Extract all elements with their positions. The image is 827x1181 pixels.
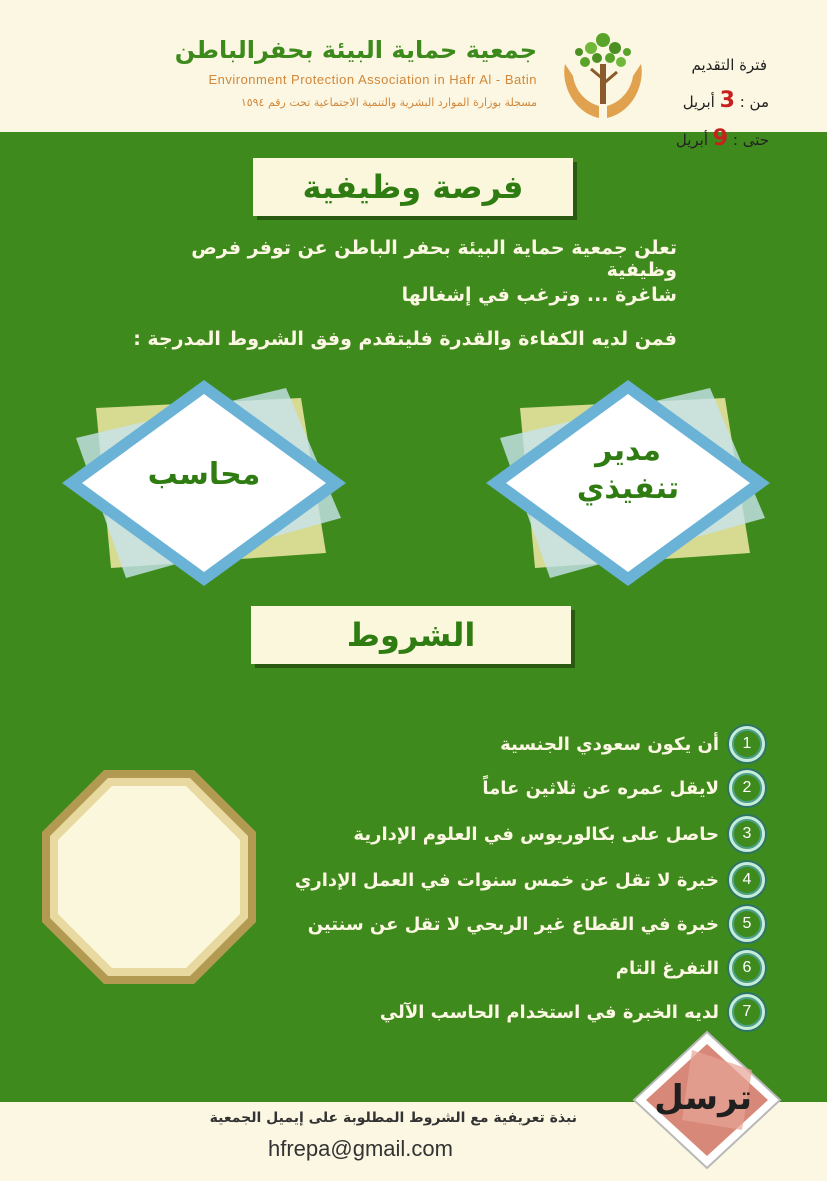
condition-item	[295, 860, 765, 900]
condition-number: 1	[729, 726, 765, 762]
conditions-title: الشروط	[251, 606, 571, 664]
condition-number: 5	[729, 906, 765, 942]
condition-number: 7	[729, 994, 765, 1030]
application-period-from	[683, 88, 769, 113]
job-title-accountant	[96, 456, 312, 494]
job-title-line-2: تنفيذي	[576, 470, 680, 506]
from-day: 3	[719, 88, 735, 113]
condition-text: خبرة لا تقل عن خمس سنوات في العمل الإداري	[294, 869, 719, 891]
condition-item	[353, 814, 765, 854]
page-title: فرصة وظيفية	[253, 158, 573, 216]
to-month: أبريل	[675, 131, 708, 149]
to-day: 9	[712, 126, 729, 151]
condition-text: حاصل على بكالوريوس في العلوم الإدارية	[353, 823, 719, 845]
condition-text: خبرة في القطاع غير الربحي لا تقل عن سنتين	[307, 913, 719, 935]
condition-text: لديه الخبرة في استخدام الحاسب الآلي	[379, 1001, 719, 1023]
job-title-accountant-text: محاسب	[147, 457, 261, 492]
condition-item	[500, 724, 765, 764]
org-name-arabic: جمعية حماية البيئة بحفرالباطن	[174, 36, 537, 64]
intro-line-2: شاغرة ... وترغب في إشغالها	[401, 284, 677, 306]
condition-number: 6	[729, 950, 765, 986]
condition-text: أن يكون سعودي الجنسية	[500, 733, 719, 755]
condition-number: 4	[729, 862, 765, 898]
contact-email[interactable]: hfrepa@gmail.com	[268, 1136, 453, 1161]
application-period-to	[676, 126, 769, 151]
registration-text: مسجلة بوزارة الموارد البشرية والتنمية الاجتماعية تحت رقم ١٥٩٤	[240, 96, 537, 109]
from-month: أبريل	[682, 93, 715, 111]
application-period-box	[40, 768, 258, 986]
condition-text: التفرغ التام	[615, 957, 719, 979]
from-label: من :	[739, 93, 769, 111]
org-name-english: Environment Protection Association in Hafr Al - Batin	[208, 72, 537, 87]
tree-hands-icon	[555, 24, 651, 124]
to-label: حتى :	[732, 131, 769, 149]
send-label: ترسل	[654, 1078, 752, 1118]
condition-number: 3	[729, 816, 765, 852]
condition-item	[482, 768, 765, 808]
job-title-line-1: مدير	[595, 433, 661, 468]
application-period-title: فترة التقديم	[691, 56, 767, 74]
condition-item	[616, 948, 765, 988]
condition-item	[308, 904, 765, 944]
condition-number: 2	[729, 770, 765, 806]
condition-item	[380, 992, 765, 1032]
condition-text: لايقل عمره عن ثلاثين عاماً	[482, 777, 719, 799]
job-title-executive-director	[520, 432, 736, 507]
intro-line-3: فمن لديه الكفاءة والقدرة فليتقدم وفق الشروط المدرجة :	[133, 328, 677, 350]
intro-line-1: تعلن جمعية حماية البيئة بحفر الباطن عن توفر فرص وظيفية	[191, 237, 677, 281]
footer-note: نبذة تعريفية مع الشروط المطلوبة على إيميل الجمعية	[209, 1110, 577, 1126]
